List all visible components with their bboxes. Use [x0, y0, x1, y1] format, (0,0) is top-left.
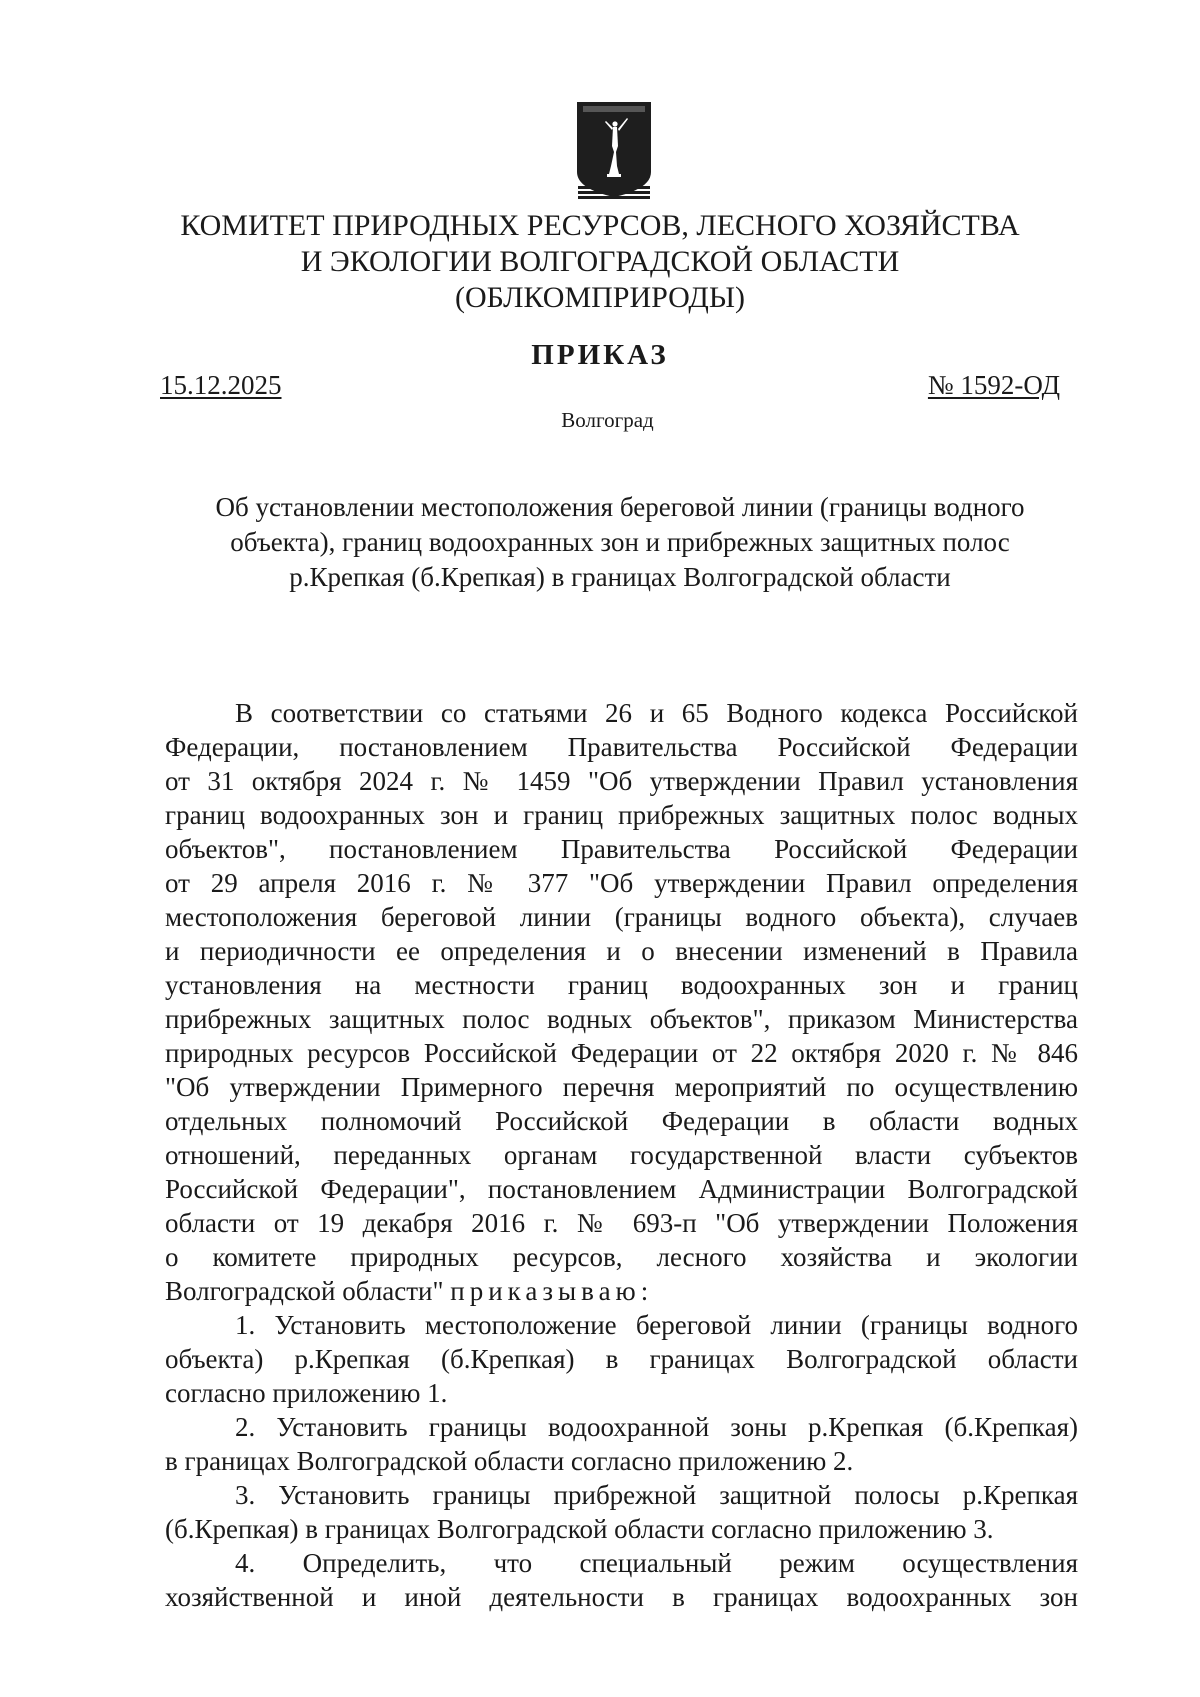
body-line: Российской Федерации", постановлением Администрации Волгоградской: [165, 1174, 1078, 1204]
body-line: "Об утверждении Примерного перечня мероприятий по осуществлению: [165, 1072, 1078, 1102]
document-body: [165, 696, 1078, 1614]
item-2-line: 2. Установить границы водоохранной зоны р.Крепкая (б.Крепкая): [235, 1412, 1078, 1442]
body-line: области от 19 декабря 2016 г. № 693-п "Об утверждении Положения: [165, 1208, 1078, 1238]
order-date: 15.12.2025: [160, 370, 282, 400]
body-line: о комитете природных ресурсов, лесного хозяйства и экологии: [165, 1242, 1078, 1272]
item-1-line: объекта) р.Крепкая (б.Крепкая) в границах Волгоградской области: [165, 1344, 1078, 1374]
body-line: местоположения береговой линии (границы водного объекта), случаев: [165, 902, 1078, 932]
organization-name-line-2: И ЭКОЛОГИИ ВОЛГОГРАДСКОЙ ОБЛАСТИ: [300, 245, 900, 278]
item-4-line: 4. Определить, что специальный режим осуществления: [235, 1548, 1078, 1578]
organization-abbreviation: (ОБЛКОМПРИРОДЫ): [455, 281, 745, 314]
body-line: прибрежных защитных полос водных объектов", приказом Министерства: [165, 1004, 1078, 1034]
body-line: отдельных полномочий Российской Федерации в области водных: [165, 1106, 1078, 1136]
organization-header: [160, 208, 1040, 316]
item-3-line: 3. Установить границы прибрежной защитной полосы р.Крепкая: [235, 1480, 1078, 1510]
item-1-line: 1. Установить местоположение береговой линии (границы водного: [235, 1310, 1078, 1340]
title-line: р.Крепкая (б.Крепкая) в границах Волгоградской области: [289, 562, 951, 592]
body-line: В соответствии со статьями 26 и 65 Водного кодекса Российской: [235, 698, 1078, 728]
item-1-line: согласно приложению 1.: [165, 1378, 448, 1408]
body-line: границ водоохранных зон и границ прибрежных защитных полос водных: [165, 800, 1078, 830]
body-line: и периодичности ее определения и о внесении изменений в Правила: [165, 936, 1078, 966]
order-city: Волгоград: [561, 408, 654, 432]
body-line: природных ресурсов Российской Федерации от 22 октября 2020 г. № 846: [165, 1038, 1078, 1068]
body-line: объектов", постановлением Правительства Российской Федерации: [165, 834, 1078, 864]
body-line-text: Волгоградской области": [165, 1276, 451, 1306]
order-number: № 1592-ОД: [927, 370, 1060, 400]
title-line: объекта), границ водоохранных зон и прибрежных защитных полос: [230, 527, 1010, 557]
document-title: [160, 490, 1080, 595]
document-type-heading: ПРИКАЗ: [531, 339, 669, 371]
body-line-operative: [165, 1274, 1078, 1308]
body-line-text: :: [640, 1276, 649, 1306]
volgograd-coat-of-arms-emblem: [575, 100, 653, 205]
operative-word: приказываю: [450, 1276, 641, 1306]
body-line: Федерации, постановлением Правительства Российской Федерации: [165, 732, 1078, 762]
body-line: установления на местности границ водоохранных зон и границ: [165, 970, 1078, 1000]
organization-name-line-1: КОМИТЕТ ПРИРОДНЫХ РЕСУРСОВ, ЛЕСНОГО ХОЗЯЙСТВА: [180, 209, 1020, 242]
item-4-line: хозяйственной и иной деятельности в границах водоохранных зон: [165, 1582, 1078, 1612]
body-line: от 31 октября 2024 г. № 1459 "Об утверждении Правил установления: [165, 766, 1078, 796]
item-3-line: (б.Крепкая) в границах Волгоградской области согласно приложению 3.: [165, 1514, 994, 1544]
item-2-line: в границах Волгоградской области согласно приложению 2.: [165, 1446, 854, 1476]
title-line: Об установлении местоположения береговой линии (границы водного: [215, 492, 1025, 522]
body-line: отношений, переданных органам государственной власти субъектов: [165, 1140, 1078, 1170]
body-line: от 29 апреля 2016 г. № 377 "Об утверждении Правил определения: [165, 868, 1078, 898]
